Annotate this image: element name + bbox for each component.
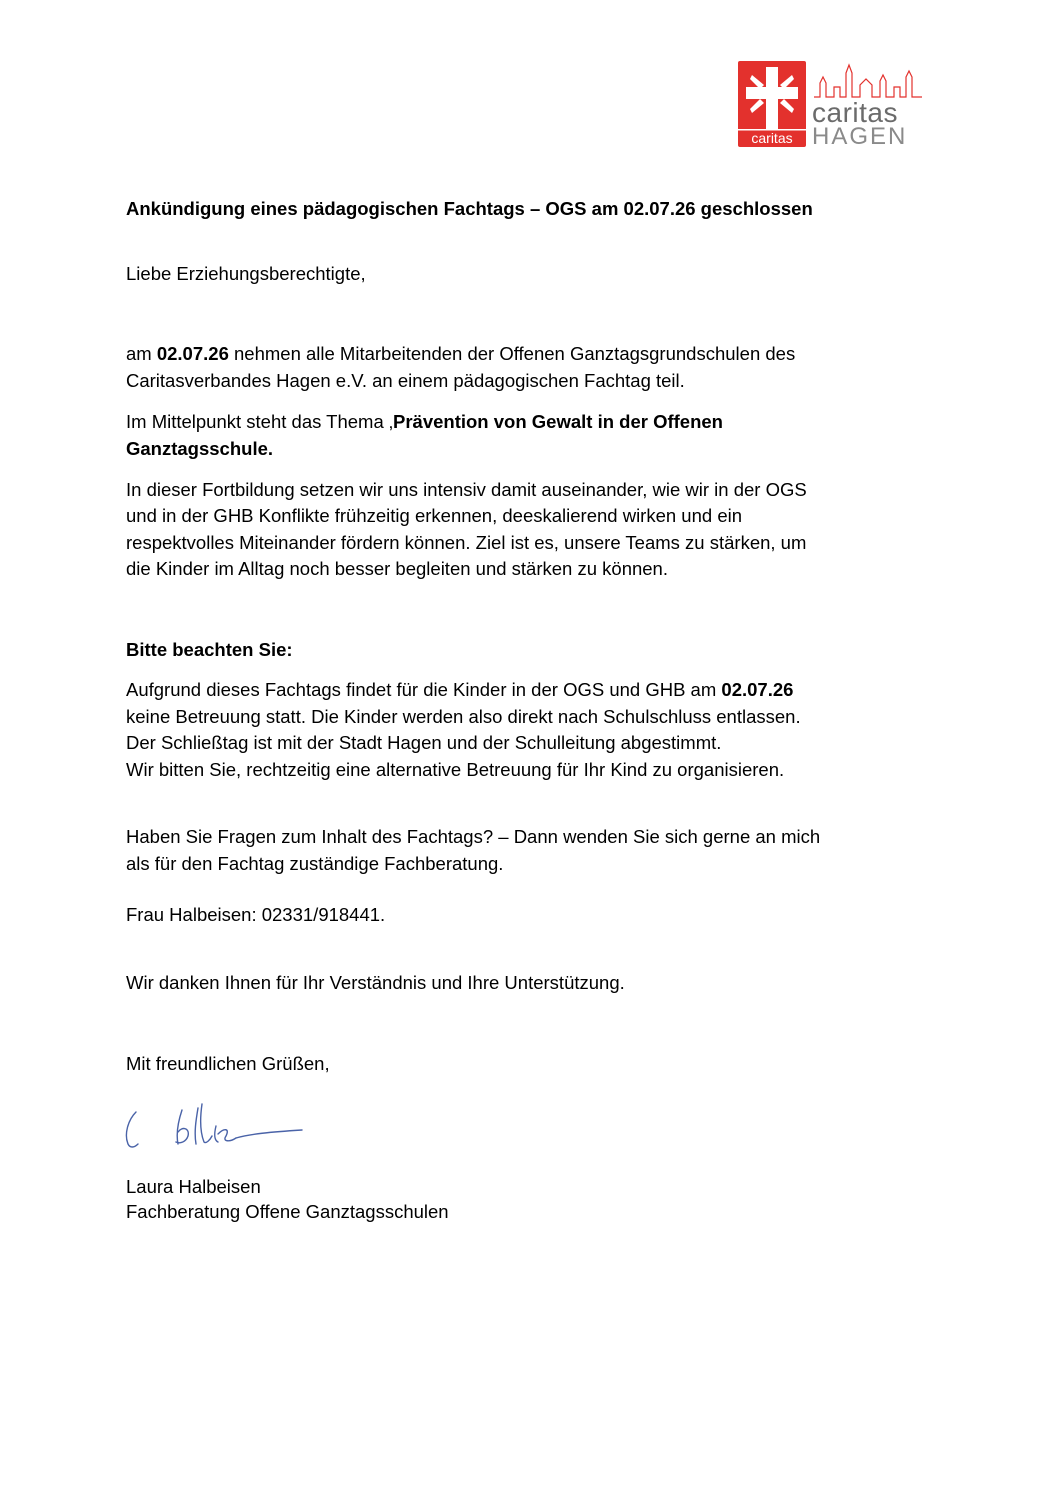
text-segment: Aufgrund dieses Fachtags findet für die Kinder in der OGS und GHB am bbox=[126, 679, 722, 700]
logo-city: HAGEN bbox=[812, 123, 908, 150]
paragraph-1-line-1 bbox=[126, 342, 795, 366]
paragraph-4-line-3: Der Schließtag ist mit der Stadt Hagen und der Schulleitung abgestimmt. bbox=[126, 732, 722, 753]
contact-line: Frau Halbeisen: 02331/918441. bbox=[126, 904, 386, 925]
paragraph-3-line: die Kinder im Alltag noch besser begleiten und stärken zu können. bbox=[126, 558, 668, 579]
skyline-icon bbox=[814, 63, 922, 99]
closing-line: Mit freundlichen Grüßen, bbox=[126, 1053, 330, 1074]
paragraph-1-line-2: Caritasverbandes Hagen e.V. an einem pädagogischen Fachtag teil. bbox=[126, 370, 685, 391]
caritas-cross-icon bbox=[738, 61, 806, 147]
paragraph-4-line-1 bbox=[126, 678, 793, 702]
text-segment: am bbox=[126, 343, 157, 364]
paragraph-5-line: Haben Sie Fragen zum Inhalt des Fachtags? – Dann wenden Sie sich gerne an mich bbox=[126, 826, 821, 847]
paragraph-2-line-1 bbox=[126, 410, 723, 434]
text-segment: Im Mittelpunkt steht das Thema ‚ bbox=[126, 411, 393, 432]
topic-highlight: Prävention von Gewalt in der Offenen bbox=[393, 411, 723, 432]
paragraph-3-line: In dieser Fortbildung setzen wir uns intensiv damit auseinander, wie wir in der OGS bbox=[126, 479, 807, 500]
sender-role: Fachberatung Offene Ganztagsschulen bbox=[126, 1201, 449, 1222]
caritas-hagen-logo bbox=[738, 61, 924, 149]
logo-badge-text: caritas bbox=[751, 130, 793, 146]
signature-image bbox=[120, 1098, 310, 1156]
logo-word: caritas bbox=[812, 97, 898, 128]
paragraph-3-line: und in der GHB Konflikte frühzeitig erkennen, deeskalierend wirken und ein bbox=[126, 505, 743, 526]
page-title: Ankündigung eines pädagogischen Fachtags – OGS am 02.07.26 geschlossen bbox=[126, 198, 813, 219]
paragraph-4-line-2: keine Betreuung statt. Die Kinder werden also direkt nach Schulschluss entlassen. bbox=[126, 706, 801, 727]
paragraph-5-line: als für den Fachtag zuständige Fachberatung. bbox=[126, 853, 504, 874]
salutation: Liebe Erziehungsberechtigte, bbox=[126, 263, 366, 284]
paragraph-3-line: respektvolles Miteinander fördern können. Ziel ist es, unsere Teams zu stärken, um bbox=[126, 532, 807, 553]
paragraph-4-line-4: Wir bitten Sie, rechtzeitig eine alternative Betreuung für Ihr Kind zu organisieren. bbox=[126, 759, 785, 780]
paragraph-2-line-2: Ganztagsschule. bbox=[126, 438, 274, 459]
date-highlight: 02.07.26 bbox=[721, 679, 794, 700]
thanks-line: Wir danken Ihnen für Ihr Verständnis und Ihre Unterstützung. bbox=[126, 972, 625, 993]
sender-name: Laura Halbeisen bbox=[126, 1176, 261, 1197]
date-highlight: 02.07.26 bbox=[156, 343, 229, 364]
notice-heading: Bitte beachten Sie: bbox=[126, 639, 293, 660]
text-segment: nehmen alle Mitarbeitenden der Offenen Ganztagsgrundschulen des bbox=[228, 343, 796, 364]
